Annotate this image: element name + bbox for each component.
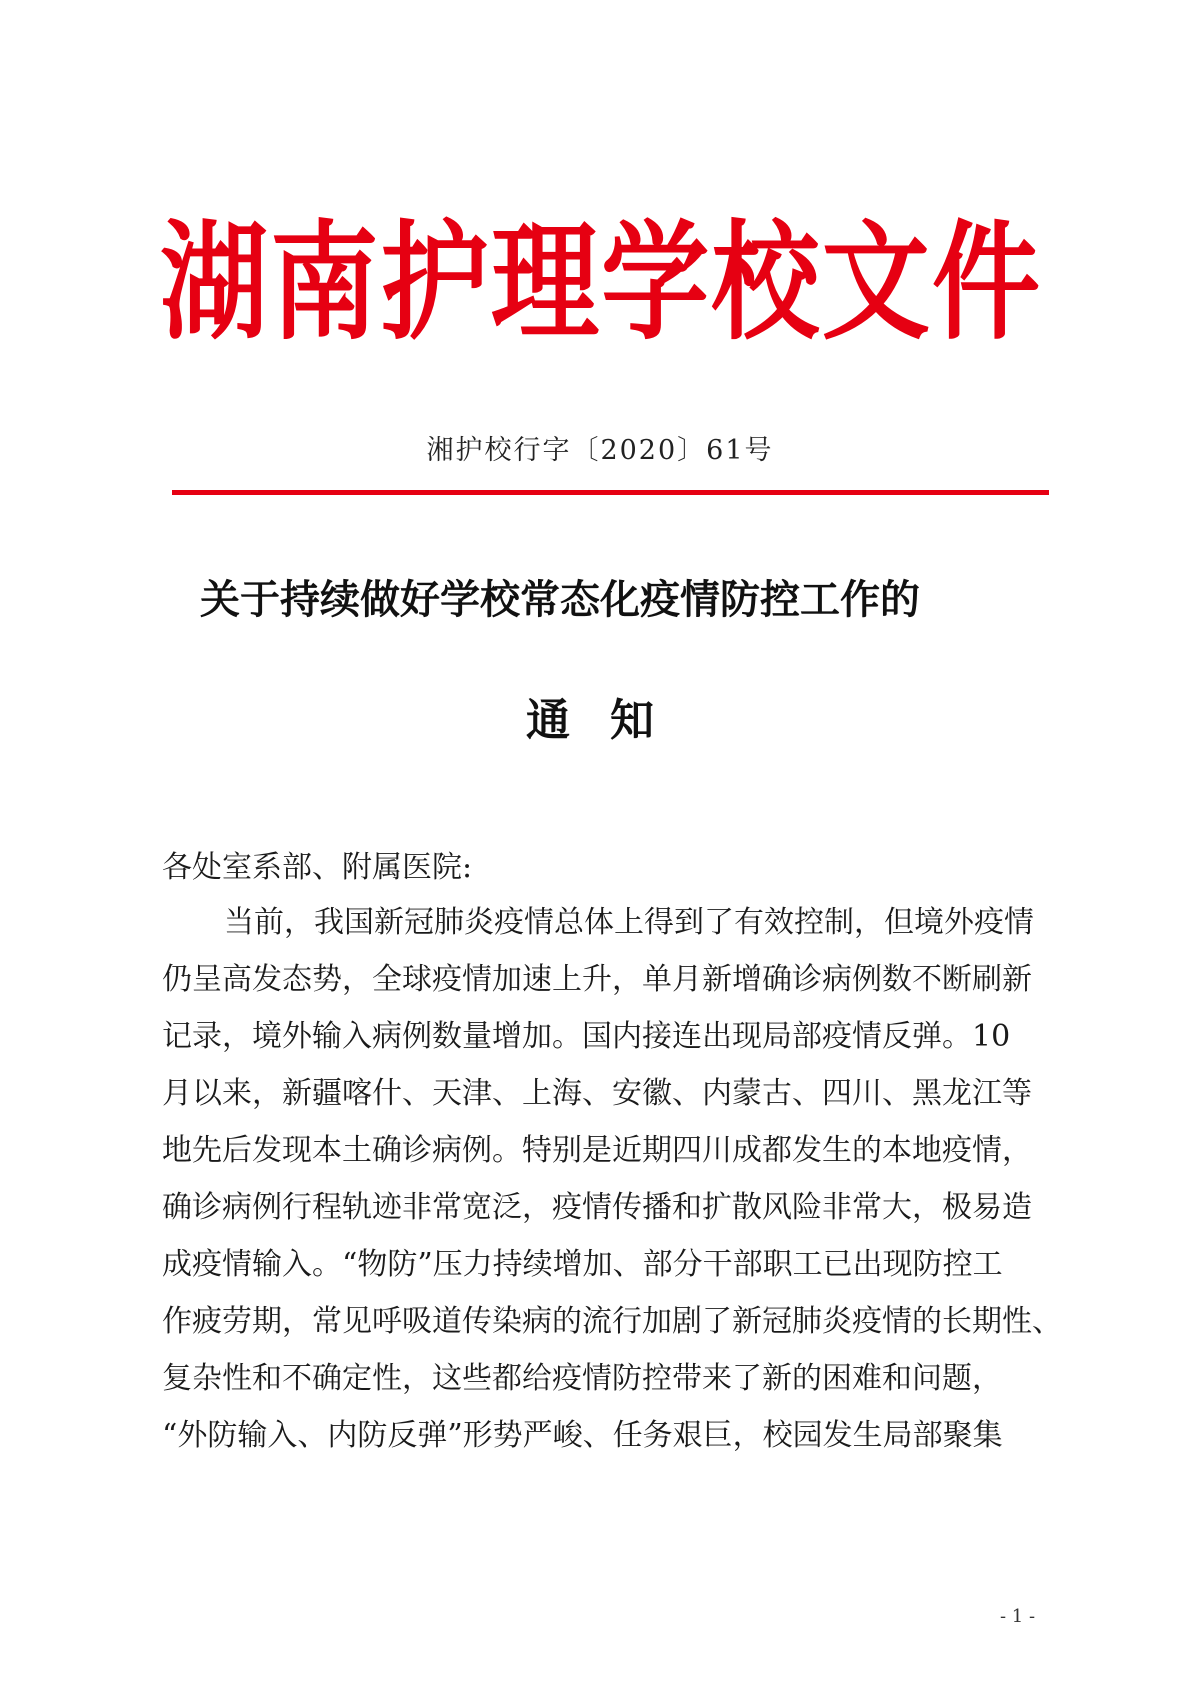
notice-title-line-1: 关于持续做好学校常态化疫情防控工作的 [200, 577, 920, 623]
body-line: “外防输入、内防反弹”形势严峻、任务艰巨，校园发生局部聚集 [162, 1418, 1003, 1453]
body-line: 当前，我国新冠肺炎疫情总体上得到了有效控制，但境外疫情 [224, 905, 1034, 940]
body-line: 作疲劳期，常见呼吸道传染病的流行加剧了新冠肺炎疫情的长期性、 [162, 1304, 1062, 1339]
masthead-char: 件 [931, 208, 1040, 358]
body-paragraph [162, 894, 1082, 1464]
masthead-char: 理 [490, 208, 599, 358]
body-line: 地先后发现本土确诊病例。特别是近期四川成都发生的本地疫情， [162, 1133, 1032, 1168]
document-number: 湘护校行字〔2020〕61号 [426, 435, 774, 466]
masthead-char: 护 [380, 208, 489, 358]
body-line: 记录，境外输入病例数量增加。国内接连出现局部疫情反弹。10 [162, 1019, 1011, 1054]
masthead-char: 校 [711, 208, 820, 358]
salutation: 各处室系部、附属医院: [162, 850, 473, 885]
page-number: - 1 - [1000, 1606, 1036, 1627]
body-line: 确诊病例行程轨迹非常宽泛，疫情传播和扩散风险非常大，极易造 [162, 1190, 1032, 1225]
body-line: 成疫情输入。“物防”压力持续增加、部分干部职工已出现防控工 [162, 1247, 1003, 1282]
document-masthead [160, 208, 1040, 358]
red-divider-line [172, 490, 1049, 495]
masthead-char: 南 [270, 208, 379, 358]
body-line: 月以来，新疆喀什、天津、上海、安徽、内蒙古、四川、黑龙江等 [162, 1076, 1032, 1111]
masthead-char: 湖 [160, 208, 269, 358]
masthead-char: 学 [601, 208, 710, 358]
body-line: 复杂性和不确定性，这些都给疫情防控带来了新的困难和问题， [162, 1361, 1002, 1396]
masthead-char: 文 [821, 208, 930, 358]
notice-title-line-2: 通知 [526, 695, 694, 746]
body-line: 仍呈高发态势，全球疫情加速上升，单月新增确诊病例数不断刷新 [162, 962, 1032, 997]
